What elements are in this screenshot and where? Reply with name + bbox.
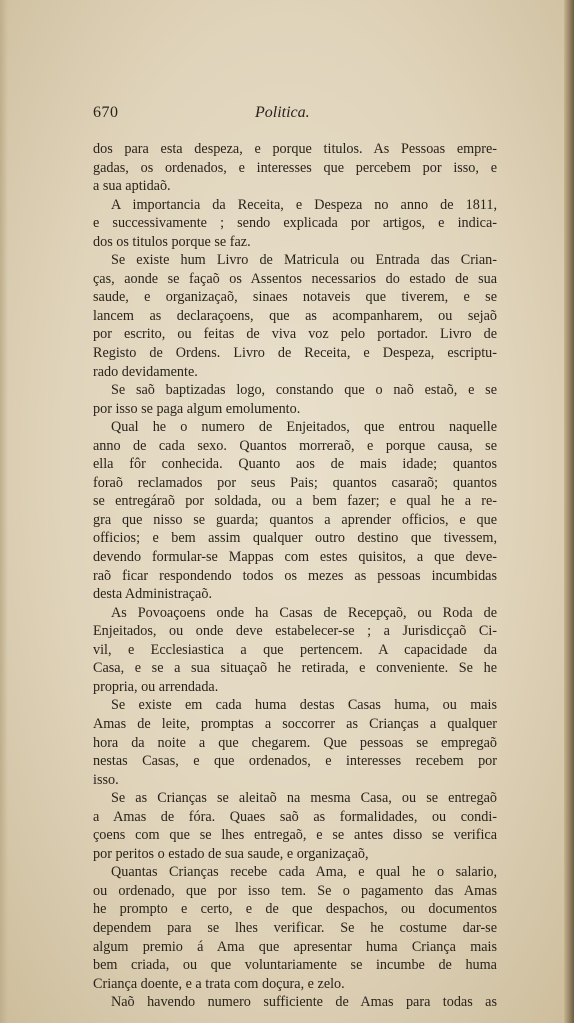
text-line: Qual he o numero de Enjeitados, que entrou naquelle [111,419,497,436]
text-line: Casa, e se a sua situaçaõ he retirada, e conveniente. Se he [93,660,497,677]
text-line: çoens com que se lhes entregaõ, e se antes disso se verifica [93,827,497,844]
text-line: a Amas de fóra. Quaes saõ as formalidades, ou condi- [93,808,497,825]
text-line: dos para esta despeza, e porque titulos. As Pessoas empre- [93,141,497,157]
page-number: 670 [93,104,119,121]
page-header [93,104,497,128]
text-line: hora da noite a que chegarem. Que pessoas se empregaõ [93,734,497,751]
text-line: propria, ou arrendada. [93,678,219,695]
text-line: nestas Casas, e que ordenados, e interesses recebem por [93,753,497,770]
text-line: a sua aptidaõ. [93,178,171,195]
text-line: rado devidamente. [93,363,198,380]
text-line: A importancia da Receita, e Despeza no anno de 1811, [111,196,497,213]
text-line: dependem para se lhes verificar. Se he costume dar-se [93,919,497,936]
text-line: ella fôr conhecida. Quanto aos de mais idade; quantos [93,456,497,473]
text-line: saude, e organizaçaõ, sinaes notaveis que tiverem, e se [93,289,497,306]
text-line: Se existe hum Livro de Matricula ou Entrada das Crian- [111,252,497,269]
text-line: lancem as declaraçoens, que as acompanharem, ou sejaõ [93,307,497,324]
text-line: isso. [93,771,119,788]
page-left-edge [0,0,8,1023]
text-line: Enjeitados, ou onde deve estabelecer-se ; a Jurisdicçaõ Ci- [93,623,497,640]
text-line: he prompto e certo, e de que despachos, ou documentos [93,901,497,918]
text-line: por escrito, ou feitas de viva voz pelo portador. Livro de [93,326,497,343]
text-line: bem criada, ou que voluntariamente se incumbe de huma [93,957,497,974]
text-line: Criança doente, e a trata com doçura, e zelo. [93,975,345,992]
text-line: por peritos o estado de sua saude, e organizaçaõ, [93,845,369,862]
text-line: Registo de Ordens. Livro de Receita, e Despeza, escriptu- [93,345,497,362]
text-line: Amas de leite, promptas a soccorrer as Crianças a qualquer [93,715,497,732]
text-line: por isso se paga algum emolumento. [93,400,301,417]
text-line: ou ordenado, que por isso tem. Se o pagamento das Amas [93,882,497,899]
text-line: officios; e bem assim qualquer outro destino que tivessem, [93,530,497,547]
text-line: devendo formular-se Mappas com estes quisitos, a que deve- [93,549,497,566]
text-line: desta Administraçaõ. [93,586,212,603]
text-line: vil, e Ecclesiastica a que pertencem. A capacidade da [93,641,497,658]
text-line: dos os titulos porque se faz. [93,233,251,250]
text-line: Naõ havendo numero sufficiente de Amas para todas as [111,994,497,1011]
text-line: As Povoaçoens onde ha Casas de Recepçaõ, ou Roda de [111,604,497,621]
page-right-edge [564,0,574,1023]
text-line: algum premio á Ama que apresentar huma Criança mais [93,938,497,955]
text-line: gra que nisso se guarda; quantos a aprender officios, e que [93,511,497,528]
running-title: Politica. [255,104,310,121]
text-line: ças, aonde se façaõ os Assentos necessarios do estado de sua [93,270,497,287]
text-line: raõ ficar respondendo todos os mezes as pessoas incumbidas [93,567,497,584]
text-line: Se existe em cada huma destas Casas huma, ou mais [111,697,497,714]
text-line: anno de cada sexo. Quantos morreraõ, e porque causa, se [93,437,497,454]
text-line: e successivamente ; sendo explicada por artigos, e indica- [93,215,497,232]
text-line: Se saõ baptizadas logo, constando que o naõ estaõ, e se [111,382,497,399]
text-line: gadas, os ordenados, e interesses que percebem por isso, e [93,159,497,176]
text-line: Se as Crianças se aleitaõ na mesma Casa, ou se entregaõ [111,790,497,807]
text-line: se entregáraõ por soldada, ou a bem fazer; e qual he a re- [93,493,497,510]
text-line: foraõ reclamados por seus Pais; quantos casaraõ; quantos [93,474,497,491]
text-line: Quantas Crianças recebe cada Ama, e qual he o salario, [111,864,497,881]
body-text [93,140,497,1012]
